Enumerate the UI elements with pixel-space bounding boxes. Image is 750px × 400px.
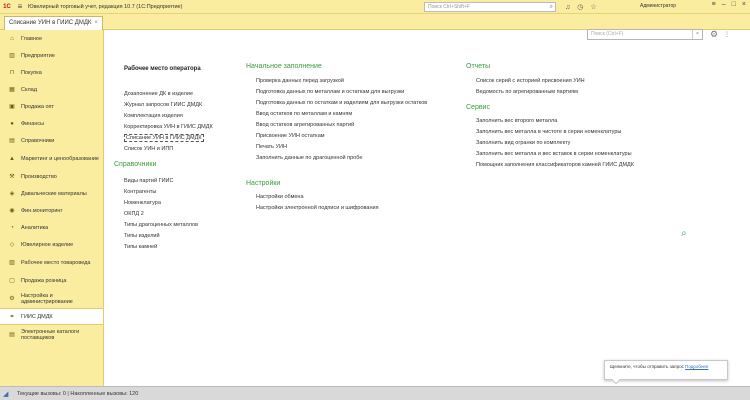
settings-gear-icon[interactable]: ⚙ bbox=[710, 29, 719, 39]
jewelry-icon: ◇ bbox=[9, 242, 15, 248]
open-tabs-bar bbox=[0, 14, 750, 30]
link-item-types[interactable]: Типы изделий bbox=[124, 233, 160, 239]
references-title: Справочники bbox=[114, 161, 157, 168]
building-icon: ▥ bbox=[9, 53, 15, 59]
global-search-input[interactable]: Поиск Ctrl+Shift+F ⌕ bbox=[424, 2, 556, 12]
sidebar-item-references[interactable]: ▤ Справочники bbox=[9, 137, 55, 144]
column-operator bbox=[114, 63, 242, 253]
pointer-cursor-icon: ⌕ bbox=[681, 228, 687, 239]
link-signature-settings[interactable]: Настройки электронной подписи и шифрования bbox=[256, 205, 379, 211]
column-initial-fill bbox=[246, 63, 456, 214]
link-insert-dk[interactable]: Дозапонение ДК в изделие bbox=[124, 91, 193, 97]
sidebar-item-administration[interactable]: ⚙ Настройка и администрирование bbox=[9, 292, 73, 305]
title-bar bbox=[0, 0, 750, 14]
popup-more-link[interactable]: Подробнее bbox=[685, 364, 709, 369]
link-stone-classifier-helper[interactable]: Помощник заполнения классификаторов камней ГИИС ДМДК bbox=[476, 162, 634, 168]
sections-sidebar bbox=[0, 30, 104, 386]
link-requests-journal[interactable]: Журнал запросов ГИИС ДМДК bbox=[124, 102, 203, 108]
link-uin-correction[interactable]: Корректировка УИН в ГИИС ДМДК bbox=[124, 124, 213, 130]
sidebar-item-production[interactable]: ⚒ Производство bbox=[9, 173, 57, 180]
link-enter-metal-stock[interactable]: Ввод остатков по металлам и камням bbox=[256, 111, 353, 117]
link-fill-cut-type[interactable]: Заполнить вид огранки по комплекту bbox=[476, 140, 571, 146]
link-uin-writeoff[interactable]: Списание УИН в ГИИС ДМДК bbox=[126, 135, 202, 141]
column-reports-service bbox=[466, 63, 706, 171]
link-prepare-metals[interactable]: Подготовка данных по металлам и остаткам для выгрузки bbox=[256, 89, 405, 95]
sidebar-item-gis-dmdk[interactable]: ⚭ ГИИС ДМДК bbox=[0, 308, 103, 325]
sidebar-item-analytics[interactable]: ◔ Аналитика bbox=[0, 219, 103, 236]
sidebar-item-wholesale[interactable]: ▣ Продажа опт bbox=[9, 103, 55, 110]
production-icon: ⚒ bbox=[9, 174, 15, 180]
service-title: Сервис bbox=[466, 104, 490, 111]
current-user[interactable]: Администратор bbox=[640, 3, 677, 9]
link-okpd2[interactable]: ОКПД 2 bbox=[124, 211, 144, 217]
gear-icon: ⚙ bbox=[9, 296, 15, 302]
sidebar-item-supplier-catalogs[interactable]: ▤ Электронные каталоги поставщиков bbox=[9, 328, 80, 341]
link-uin-ipp-list[interactable]: Список УИН и ИПП bbox=[124, 146, 174, 152]
sidebar-item-marketing[interactable]: ▲ Маркетинг и ценообразование bbox=[9, 155, 99, 162]
link-counterparties[interactable]: Контрагенты bbox=[124, 189, 157, 195]
sidebar-item-main[interactable]: ⌂ Главное bbox=[0, 30, 103, 47]
link-nomenclature[interactable]: Номенклатура bbox=[124, 200, 161, 206]
link-series-history[interactable]: Список серий с историей присвоения УИН bbox=[476, 78, 585, 84]
search-icon[interactable]: ⌕ bbox=[549, 4, 553, 10]
link-aggregated-statement[interactable]: Ведомость по агрегированным партиям bbox=[476, 89, 578, 95]
link-fill-metal-inserts[interactable]: Заполнить вес металла и вес вставок в серии номенклатуры bbox=[476, 151, 632, 157]
sale-icon: ▣ bbox=[9, 104, 15, 110]
sidebar-item-enterprise[interactable]: ▥ Предприятие bbox=[9, 52, 55, 59]
notification-bell-icon[interactable]: ♫ bbox=[565, 3, 571, 11]
initial-fill-title: Начальное заполнение bbox=[246, 63, 322, 70]
sidebar-item-jewelry[interactable]: ◇ Ювелирное изделие bbox=[9, 241, 74, 248]
sidebar-item-tolling-materials[interactable]: ◈ Давальческие материалы bbox=[9, 190, 87, 197]
warehouse-icon: ▦ bbox=[9, 87, 15, 93]
finance-icon: ● bbox=[10, 120, 14, 127]
analytics-icon: ◔ bbox=[10, 224, 14, 231]
marketing-icon: ▲ bbox=[9, 155, 15, 162]
retail-icon: ▢ bbox=[9, 278, 15, 284]
link-data-check[interactable]: Проверка данных перед загрузкой bbox=[256, 78, 344, 84]
materials-icon: ◈ bbox=[9, 191, 15, 197]
main-menu-icon[interactable]: ≡ bbox=[17, 2, 23, 11]
link-enter-aggregated[interactable]: Ввод остатков агрегированных партий bbox=[256, 122, 355, 128]
tab-gis-dmdk-writeoff[interactable]: Списание УИН в ГИИС ДМДК × bbox=[4, 16, 103, 30]
link-item-assembly[interactable]: Комплектация изделия bbox=[124, 113, 183, 119]
link-stone-types[interactable]: Типы камней bbox=[124, 244, 158, 250]
cart-icon: ⊓ bbox=[9, 70, 15, 76]
link-party-types[interactable]: Виды партий ГИИС bbox=[124, 178, 174, 184]
minimize-icon[interactable]: – bbox=[721, 1, 726, 8]
settings-title: Настройки bbox=[246, 180, 281, 187]
status-info-icon: ◢ bbox=[3, 390, 9, 398]
link-assign-uin[interactable]: Присвоение УИН остаткам bbox=[256, 133, 325, 139]
sidebar-item-finance[interactable]: ● Финансы bbox=[0, 115, 103, 132]
sidebar-item-retail[interactable]: ▢ Продажа розница bbox=[9, 277, 67, 284]
link-exchange-settings[interactable]: Настройки обмена bbox=[256, 194, 304, 200]
reports-title: Отчеты bbox=[466, 63, 491, 70]
hallmark-icon: ⚭ bbox=[9, 314, 15, 320]
settings-menu-icon[interactable]: ≡ bbox=[711, 1, 716, 8]
catalog-icon: ▤ bbox=[9, 332, 15, 338]
link-fill-second-metal[interactable]: Заполнить вес второго металла bbox=[476, 118, 558, 124]
more-actions-icon[interactable]: ⋮ bbox=[724, 32, 730, 38]
sidebar-item-merchandiser-workplace[interactable]: ▧ Рабочее место товароведа bbox=[9, 259, 91, 266]
sidebar-item-warehouse[interactable]: ▦ Склад bbox=[9, 86, 37, 93]
maximize-icon[interactable]: □ bbox=[731, 1, 736, 8]
home-icon: ⌂ bbox=[10, 35, 14, 42]
favorites-star-icon[interactable]: ☆ bbox=[590, 4, 597, 11]
section-search-input[interactable]: Поиск (Ctrl+F) × bbox=[587, 29, 703, 40]
link-fill-pure-metal[interactable]: Заполнить вес металла в чистоте в серии номенклатуры bbox=[476, 129, 622, 135]
link-metal-types[interactable]: Типы драгоценных металлов bbox=[124, 222, 199, 228]
notification-popup[interactable]: Щелкните, чтобы отправить запрос Подробнее bbox=[604, 360, 728, 380]
calls-counter: Текущие вызовы: 0 | Накопленные вызовы: 120 bbox=[17, 390, 139, 397]
monitoring-icon: ◉ bbox=[9, 208, 15, 214]
history-icon[interactable]: ◷ bbox=[577, 4, 584, 11]
workplace-icon: ▧ bbox=[9, 260, 15, 266]
link-print-uin[interactable]: Печать УИН bbox=[256, 144, 287, 150]
clear-search-icon[interactable]: × bbox=[692, 30, 702, 39]
title-toolbar bbox=[565, 0, 597, 14]
app-logo: 1С bbox=[3, 3, 11, 10]
link-fill-hallmark[interactable]: Заполнить данные по драгоценной пробе bbox=[256, 155, 363, 161]
operator-workplace-title: Рабочее место оператора bbox=[124, 66, 201, 72]
book-icon: ▤ bbox=[9, 138, 15, 144]
close-tab-icon[interactable]: × bbox=[94, 20, 98, 26]
link-prepare-items[interactable]: Подготовка данных по остаткам и изделиям для выгрузки остатков bbox=[256, 100, 428, 106]
sidebar-item-purchase[interactable]: ⊓ Покупка bbox=[9, 69, 42, 76]
sidebar-item-fin-monitoring[interactable]: ◉ Фин.мониторинг bbox=[9, 207, 63, 214]
close-window-icon[interactable]: × bbox=[741, 1, 746, 8]
window-controls bbox=[712, 1, 746, 8]
window-title: Ювелирный торговый учет, редакция 10.7 (1С:Предприятие) bbox=[28, 3, 183, 10]
status-bar bbox=[0, 386, 750, 400]
